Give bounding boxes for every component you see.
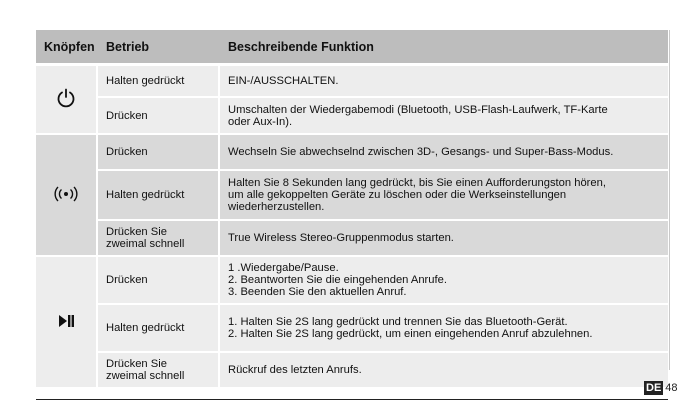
description-line: 1. Halten Sie 2S lang gedrückt und trennen Sie das Bluetooth-Gerät. — [228, 316, 568, 328]
table-row — [36, 135, 668, 171]
table-row — [36, 98, 668, 135]
page-number: 48 — [665, 382, 678, 394]
table-row — [36, 221, 668, 257]
description-line: 1 .Wiedergabe/Pause. — [228, 262, 339, 274]
description-line: 2. Beantworten Sie die eingehenden Anrufe. — [228, 274, 447, 286]
description-line: True Wireless Stereo-Gruppenmodus starten. — [228, 232, 454, 244]
description-cell — [220, 221, 668, 257]
description-line: Umschalten der Wiedergabemodi (Bluetooth, USB-Flash-Laufwerk, TF-Karte — [228, 103, 608, 116]
description-line: oder Aux-In). — [228, 115, 293, 128]
description-line: Halten Sie 8 Sekunden lang gedrückt, bis Sie einen Aufforderungston hören, — [228, 177, 606, 189]
table-row — [36, 66, 668, 98]
description-line: Rückruf des letzten Anrufs. — [228, 364, 362, 376]
description-cell — [220, 135, 668, 171]
description-cell — [220, 171, 668, 221]
table-row — [36, 305, 668, 353]
wireless-button-cell — [36, 135, 98, 257]
description-line: 3. Beenden Sie den aktuellen Anruf. — [228, 286, 407, 298]
description-cell — [220, 353, 668, 389]
description-line: Wechseln Sie abwechselnd zwischen 3D-, Gesangs- und Super-Bass-Modus. — [228, 146, 614, 158]
description-line: 2. Halten Sie 2S lang gedrückt, um einen eingehenden Anruf abzulehnen. — [228, 328, 593, 340]
header-description: Beschreibende Funktion — [220, 30, 668, 66]
button-function-table — [36, 30, 668, 389]
header-operation: Betrieb — [98, 30, 220, 66]
table-header-row — [36, 30, 668, 66]
power-button-cell — [36, 66, 98, 135]
description-cell — [220, 66, 668, 98]
description-line: EIN-/AUSSCHALTEN. — [228, 75, 339, 87]
operation-cell: Drücken — [98, 257, 220, 305]
description-cell — [220, 257, 668, 305]
table-row — [36, 257, 668, 305]
description-cell — [220, 305, 668, 353]
operation-cell: Drücken — [98, 135, 220, 171]
operation-cell: Drücken — [98, 98, 220, 135]
power-icon — [55, 87, 77, 112]
operation-cell: Halten gedrückt — [98, 66, 220, 98]
footer-rule — [36, 399, 668, 400]
operation-cell: Halten gedrückt — [98, 305, 220, 353]
page-badge — [644, 381, 680, 395]
play-pause-button-cell — [36, 257, 98, 389]
operation-cell: Drücken Sie zweimal schnell — [98, 221, 220, 257]
table-row — [36, 353, 668, 389]
language-tag: DE — [646, 382, 662, 394]
wireless-broadcast-icon — [51, 185, 81, 206]
header-buttons: Knöpfen — [36, 30, 98, 66]
operation-cell: Halten gedrückt — [98, 171, 220, 221]
operation-cell: Drücken Sie zweimal schnell — [98, 353, 220, 389]
table-row — [36, 171, 668, 221]
description-line: um alle gekoppelten Geräte zu löschen oder die Werkseinstellungen — [228, 189, 567, 201]
description-line: wiederherzustellen. — [228, 201, 325, 213]
description-cell — [220, 98, 668, 135]
play-pause-icon — [57, 314, 75, 331]
